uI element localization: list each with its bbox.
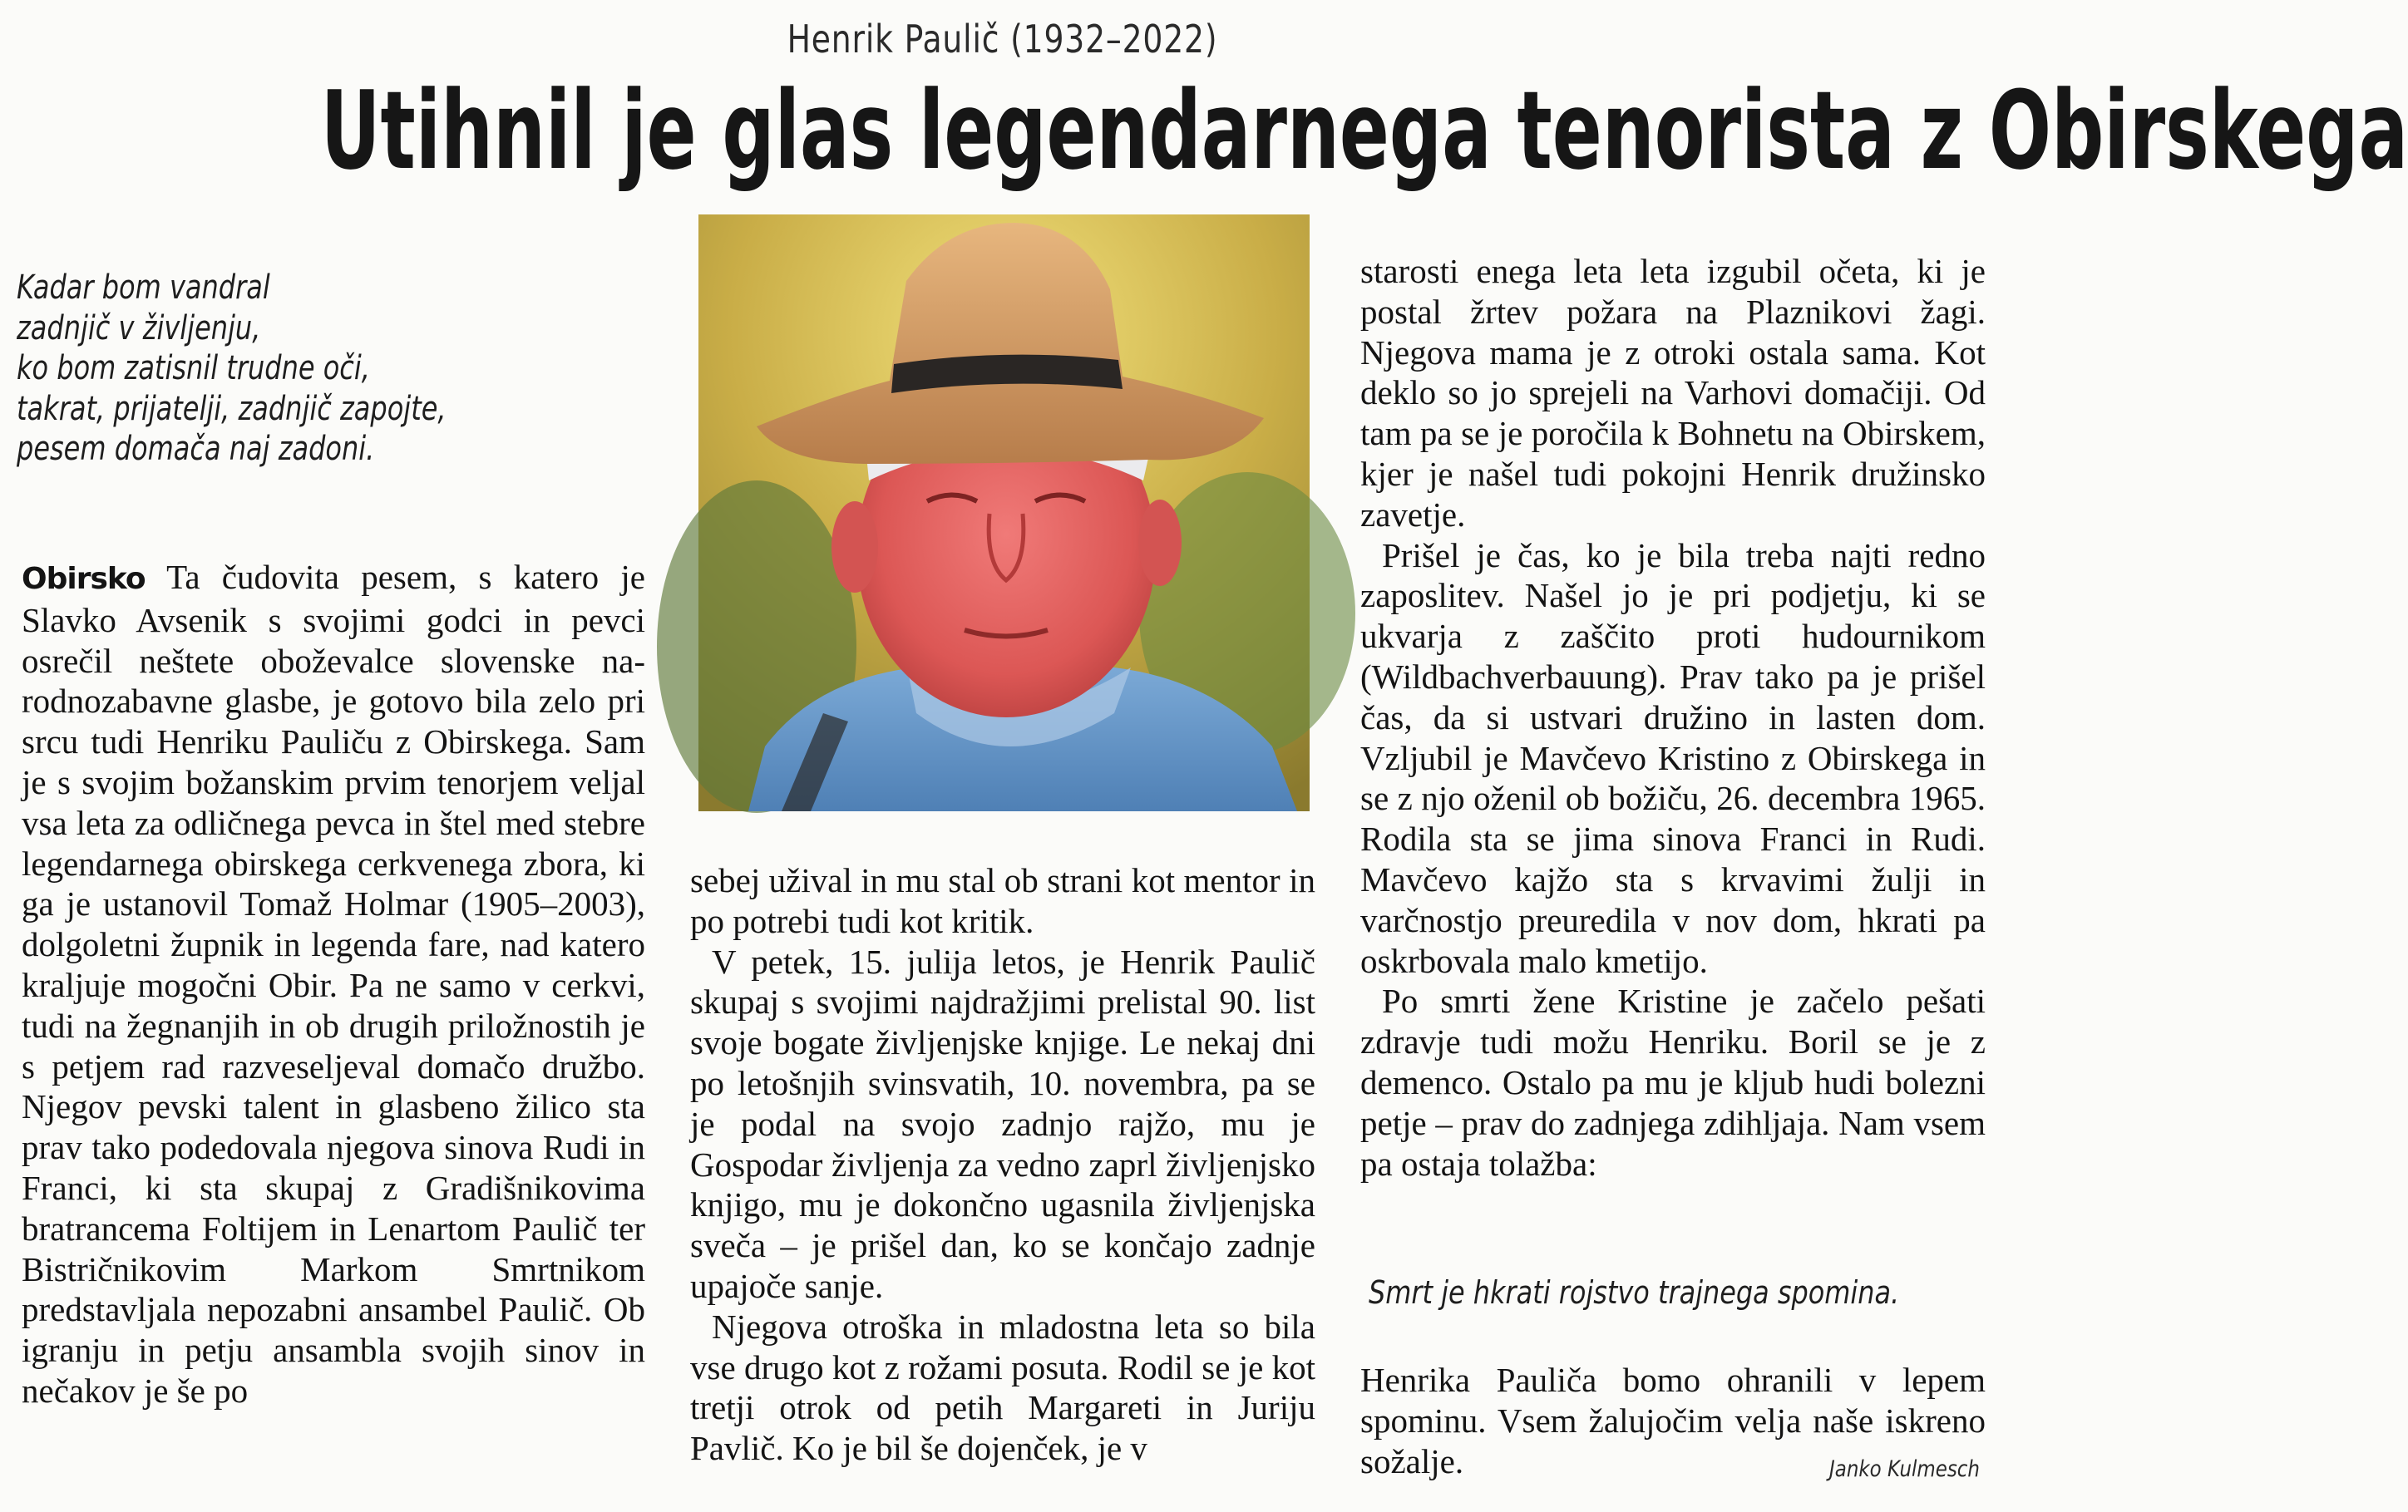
column-1-paragraph: [22, 557, 645, 1411]
column-3-paragraph: Po smrti žene Kristine je začelo pešati zdravje tudi možu Henriku. Boril se je z demenco. Ostalo pa mu je kljub hudi bolezni petje – prav do zadnjega zdihljaja. Nam vsem pa ostaja tolažba:: [1360, 982, 1986, 1183]
closing-quote: Smrt je hkrati rojstvo trajnega spomina.: [1369, 1274, 1900, 1311]
column-2-paragraph: sebej užival in mu stal ob strani kot mentor in po potrebi tudi kot kritik.: [690, 861, 1315, 940]
poem-line: zadnjič v življenju,: [17, 308, 261, 347]
headline: Utihnil je glas legendarnega tenorista z Obirskega: [320, 67, 2408, 194]
dateline: Obirsko: [22, 562, 146, 596]
poem-line: takrat, prijatelji, zadnjič zapojte,: [17, 389, 447, 428]
column-3-paragraph: starosti enega leta leta izgubil očeta, ki je postal žrtev požara na Plaznikovi žagi. Njegova mama je z otroki ostala sama. Kot deklo so jo sprejeli na Varhovi domačiji. Od tam pa se je poročila k Bohnetu na Obirskem, kjer je našel tudi pokojni Henrik družinsko zavetje.: [1360, 252, 1986, 534]
column-2-paragraph: V petek, 15. julija letos, je Henrik Paulič skupaj s svojimi najdražjimi prelistal 90. list svoje bogate življenjske knjige. Le nekaj dni po letošnjih svinsvatih, 10. novembra, pa se je podal na svojo zadnjo rajžo, mu je Gospodar življenja za vedno zaprl življenjsko knjigo, mu je dokončno ugasnila življenjska sveča – je prišel dan, ko se končajo zadnje upajoče sanje.: [690, 942, 1315, 1305]
column-3-paragraph: Prišel je čas, ko je bila treba najti redno zaposlitev. Našel jo je pri podjetju, ki se ukvarja z zaščito proti hudournikom (Wildbachverbauung). Prav tako pa je prišel čas, da si ustvari družino in lasten dom. Vzljubil je Mavčevo Kristino z Obirskega in se z njo oženil ob božiču, 26. decembra 1965. Rodila sta se jima sinova Franci in Rudi. Mavčevo kajžo sta s krvavimi žulji in varčnostjo preuredila v nov dom, hkrati pa oskrbovala malo kmetijo.: [1360, 535, 1986, 980]
poem: [17, 268, 447, 470]
column-1: [22, 557, 645, 1411]
poem-line: Kadar bom vandral: [17, 268, 270, 307]
poem-line: pesem domača naj zadoni.: [17, 430, 375, 468]
column-2-paragraph: Njegova otroška in mladostna leta so bila vse drugo kot z rožami posuta. Rodil se je kot tretji otrok od petih Margareti in Juriju Pavlič. Ko je bil še dojenček, je v: [690, 1307, 1315, 1468]
column-3: [1360, 251, 1986, 1184]
final-paragraph-text: Henrika Pauliča bomo ohranili v lepem spominu. Vsem žalujočim velja naše iskreno sožalje.: [1360, 1361, 1986, 1480]
column-1-text: Ta čudovita pesem, s katero je Slavko Avsenik s svojimi godci in pevci osrečil neštete oboževalce slovenske narodnozabavne glasbe, je gotovo bila zelo pri srcu tudi Henriku Pauliču z Obirskega. Sam je s svojim božanskim prvim tenorjem veljal vsa leta za odličnega pevca in štel med stebre legendarnega obirskega cerkvenega zbora, ki ga je ustanovil Tomaž Holmar (1905–2003), dolgoletni župnik in legenda fare, nad katero kraljuje mogočni Obir. Pa ne samo v cerkvi, tudi na žegnanjih in ob drugih priložnostih je s petjem rad razveseljeval domačo družbo. Njegov pevski talent in glasbeno žilico sta prav tako podedovala njegova sinova Rudi in Franci, ki sta skupaj z Gradišnikovima bratrancema Foltijem in Lenartom Paulič ter Bistričnikovim Markom Smrtnikom predstavljala nepozabni ansambel Paulič. Ob igranju in petju ansambla svojih sinov in nečakov je še po: [22, 558, 645, 1410]
kicker: Henrik Paulič (1932–2022): [787, 17, 1218, 62]
poem-line: ko bom zatisnil trudne oči,: [17, 349, 370, 387]
column-2: [690, 860, 1315, 1469]
portrait-photo-image: [698, 214, 1310, 811]
author-signature: Janko Kulmesch: [1829, 1456, 1980, 1482]
portrait-photo: [698, 214, 1310, 811]
